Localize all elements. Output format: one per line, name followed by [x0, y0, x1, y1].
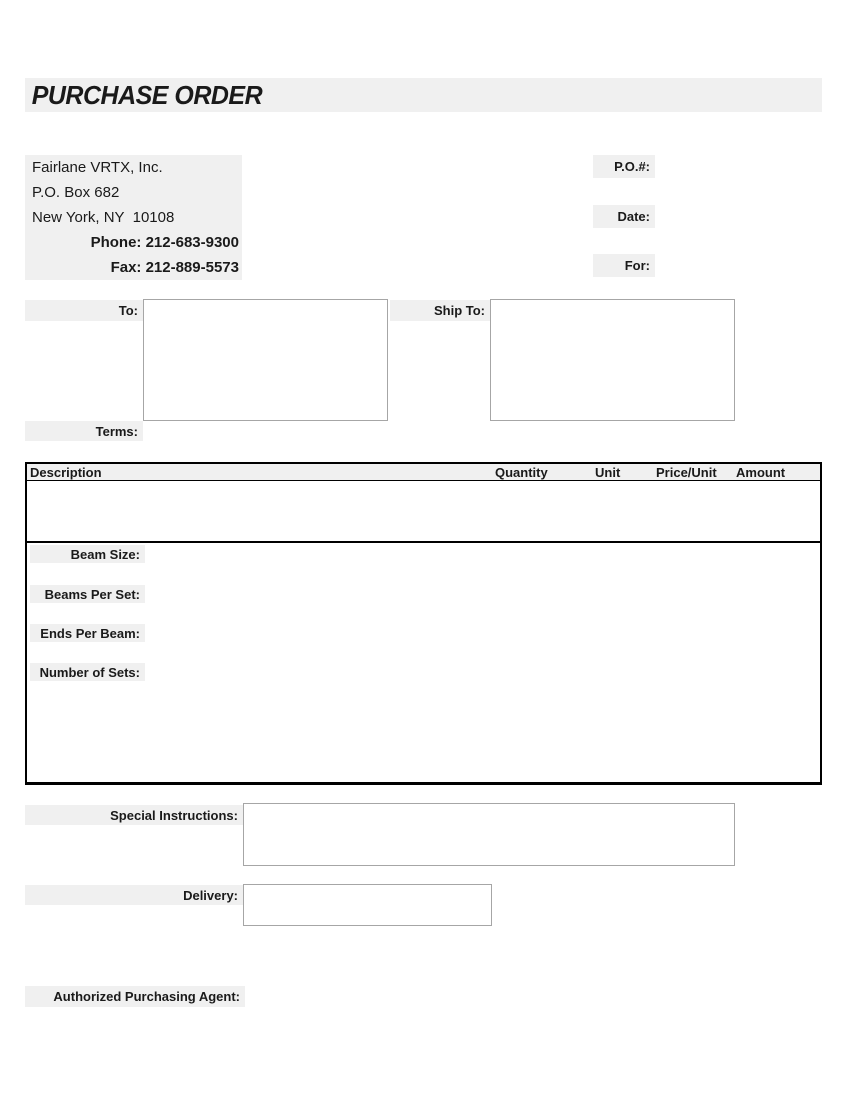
items-table: [25, 462, 822, 785]
company-block: [25, 155, 242, 280]
company-phone: Phone: 212-683-9300: [90, 234, 239, 251]
page-title: PURCHASE ORDER: [31, 79, 263, 110]
column-quantity: Quantity: [495, 465, 548, 480]
company-address-line2: New York, NY 10108: [32, 209, 175, 226]
special-instructions-box[interactable]: [243, 803, 735, 866]
column-amount: Amount: [736, 465, 786, 480]
company-address-line1: P.O. Box 682: [32, 184, 120, 201]
to-address-box[interactable]: [143, 299, 388, 421]
beams-per-set-label: Beams Per Set:: [30, 585, 145, 603]
ends-per-beam-label: Ends Per Beam:: [30, 624, 145, 642]
description-row[interactable]: [27, 481, 820, 543]
column-description: Description: [30, 465, 102, 480]
terms-label: Terms:: [25, 421, 143, 441]
page-title-bar: [25, 78, 822, 112]
delivery-box[interactable]: [243, 884, 492, 926]
company-name: Fairlane VRTX, Inc.: [32, 159, 163, 176]
number-of-sets-label: Number of Sets:: [30, 663, 145, 681]
po-number-label: P.O.#:: [593, 155, 655, 178]
date-label: Date:: [593, 205, 655, 228]
items-table-header: [27, 462, 820, 481]
authorized-agent-label: Authorized Purchasing Agent:: [25, 986, 245, 1007]
ship-to-label: Ship To:: [390, 300, 490, 321]
beam-size-label: Beam Size:: [30, 545, 145, 563]
for-label: For:: [593, 254, 655, 277]
delivery-label: Delivery:: [25, 885, 243, 905]
company-fax: Fax: 212-889-5573: [110, 259, 239, 276]
column-unit: Unit: [595, 465, 621, 480]
special-instructions-label: Special Instructions:: [25, 805, 243, 825]
ship-to-address-box[interactable]: [490, 299, 735, 421]
to-label: To:: [25, 300, 143, 321]
beam-details-section: [27, 543, 820, 785]
column-price-unit: Price/Unit: [656, 465, 717, 480]
